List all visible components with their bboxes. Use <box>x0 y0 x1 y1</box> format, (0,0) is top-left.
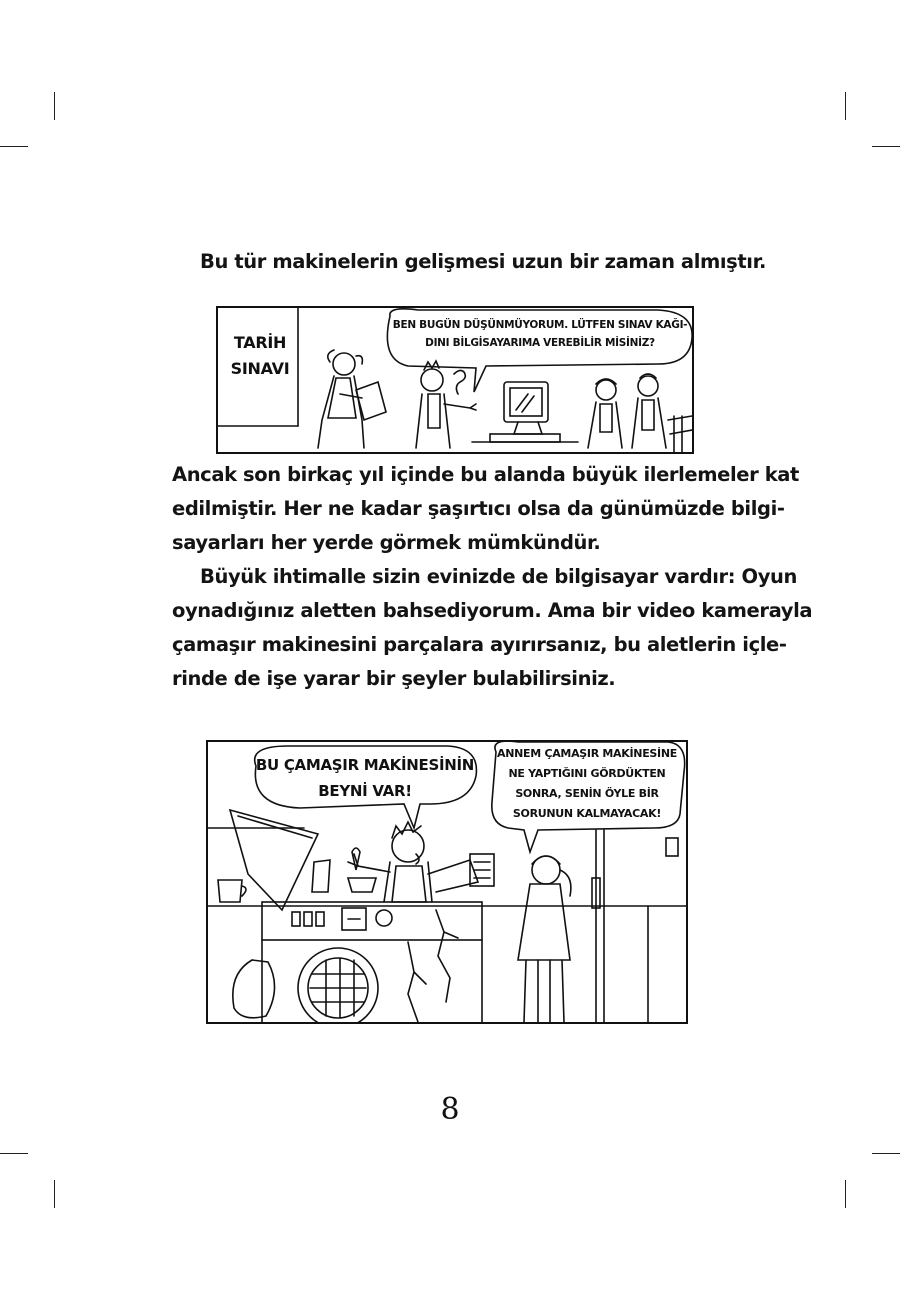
crop-mark <box>872 1153 900 1154</box>
speech-line: BEN BUGÜN DÜŞÜNMÜYORUM. LÜTFEN SINAV KAĞI- <box>392 319 688 331</box>
text-line: oynadığınız aletten bahsediyorum. Ama bir video kamerayla <box>172 599 813 622</box>
blackboard-text <box>222 330 298 382</box>
right-speech-bubble-text <box>490 744 684 824</box>
blackboard-line: SINAVI <box>230 359 290 378</box>
cartoon-exam-panel <box>216 306 694 454</box>
crop-mark <box>872 146 900 147</box>
speech-line: DINI BİLGİSAYARIMA VEREBİLİR MİSİNİZ? <box>425 337 655 349</box>
text-line: Büyük ihtimalle sizin evinizde de bilgisayar vardır: Oyun <box>200 565 798 588</box>
speech-bubble-text <box>390 316 690 352</box>
crop-mark <box>0 1153 28 1154</box>
speech-line: SORUNUN KALMAYACAK! <box>512 807 662 820</box>
text-line: Bu tür makinelerin gelişmesi uzun bir zaman almıştır. <box>200 250 767 273</box>
text-line: sayarları her yerde görmek mümkündür. <box>172 531 601 554</box>
text-line: rinde de işe yarar bir şeyler bulabilirsiniz. <box>172 667 616 690</box>
crop-mark <box>845 92 846 120</box>
speech-line: NE YAPTIĞINI GÖRDÜKTEN <box>508 767 666 780</box>
blackboard-line: TARİH <box>233 333 287 352</box>
crop-mark <box>54 92 55 120</box>
crop-mark <box>0 146 28 147</box>
text-line: edilmiştir. Her ne kadar şaşırtıcı olsa da günümüzde bilgi- <box>172 497 785 520</box>
crop-mark <box>54 1180 55 1208</box>
speech-line: BEYNİ VAR! <box>318 782 412 800</box>
speech-line: ANNEM ÇAMAŞIR MAKİNESİNE <box>497 747 677 760</box>
paragraph-3 <box>172 560 813 696</box>
speech-line: BU ÇAMAŞIR MAKİNESİNİN <box>255 756 475 774</box>
text-line: çamaşır makinesini parçalara ayırırsanız, bu aletlerin içle- <box>172 633 787 656</box>
crop-mark <box>845 1180 846 1208</box>
paragraph-2 <box>172 458 799 560</box>
paragraph-1 <box>172 245 767 279</box>
cartoon-washing-machine-panel <box>206 740 688 1024</box>
speech-line: SONRA, SENİN ÖYLE BİR <box>515 787 659 800</box>
left-speech-bubble-text <box>252 752 478 804</box>
page-number: 8 <box>440 1092 460 1127</box>
text-line: Ancak son birkaç yıl içinde bu alanda büyük ilerlemeler kat <box>172 463 799 486</box>
